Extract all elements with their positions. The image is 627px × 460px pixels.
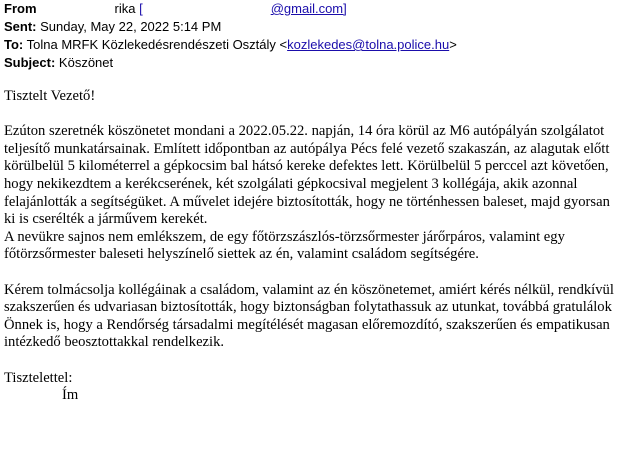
- spacer: [4, 352, 622, 370]
- redacted-sender-email: [143, 3, 271, 17]
- to-label: To:: [4, 37, 24, 52]
- redacted-signature: [4, 389, 62, 403]
- paragraph-request: Kérem tolmácsolja kollégáinak a családom, valamint az én köszönetemet, amiért kérés nélkül, rendkívül szakszerűen és udvariasan biztosították, hogy biztonságban folytathassuk az utunkat, továbbá gratulálok Önnek is, hogy a Rendőrség társadalmi megítélését magasan előremozdító, szakszerűen és empatikusan intézkedő beosztottakkal rendelkezik.: [4, 281, 614, 351]
- to-row: [4, 36, 457, 54]
- from-label: From: [4, 1, 37, 16]
- subject-row: [4, 54, 457, 72]
- sent-row: [4, 18, 457, 36]
- sent-label: Sent:: [4, 19, 37, 34]
- from-row: [4, 0, 457, 18]
- closing: Tisztelettel:: [4, 369, 73, 386]
- spacer: [4, 264, 622, 282]
- from-email-open: [: [139, 1, 143, 16]
- spacer: [4, 106, 622, 124]
- sent-value: Sunday, May 22, 2022 5:14 PM: [40, 19, 222, 34]
- signature: [4, 387, 622, 405]
- signature-tail: Ím: [62, 387, 79, 404]
- subject-value: Köszönet: [58, 55, 114, 70]
- from-email-link[interactable]: @gmail.com]: [270, 1, 347, 16]
- paragraph-names: A nevükre sajnos nem emlékszem, de egy főtörzszászlós-törzsőrmester járőrpáros, valamint egy főtörzsőrmester baleseti helyszínelő siettek az én, valamint családom segítségére.: [4, 228, 565, 263]
- email-header: [4, 0, 457, 72]
- subject-label: Subject:: [4, 55, 56, 70]
- email-body: [4, 88, 622, 405]
- to-close: >: [449, 37, 457, 52]
- to-email-link[interactable]: kozlekedes@tolna.police.hu: [287, 37, 450, 52]
- from-name-tail: rika: [114, 1, 136, 16]
- to-name: Tolna MRFK Közlekedésrendészeti Osztály <: [26, 37, 288, 52]
- redacted-sender-name: [37, 3, 115, 17]
- paragraph-thanks: Ezúton szeretnék köszönetet mondani a 2022.05.22. napján, 14 óra körül az M6 autópályán szolgálatot teljesítő munkatársainak. Említett időpontban az autópálya Pécs felé vezető szakaszán, az alagutak előtt körülbelül 5 kilométerrel a gépkocsim bal hátsó kereke defektes lett. Körülbelül 5 perccel azt követően, hogy nekikezdtem a kerékcserének, két szolgálati gépkocsival megjelent 3 kollégája, akik azonnal felajánlották a segítségüket. A művelet idejére biztosították, hogy ne történhessen baleset, majd gyorsan ki is cserélték a járművem kerekét.: [4, 123, 610, 228]
- greeting: Tisztelt Vezető!: [4, 88, 96, 104]
